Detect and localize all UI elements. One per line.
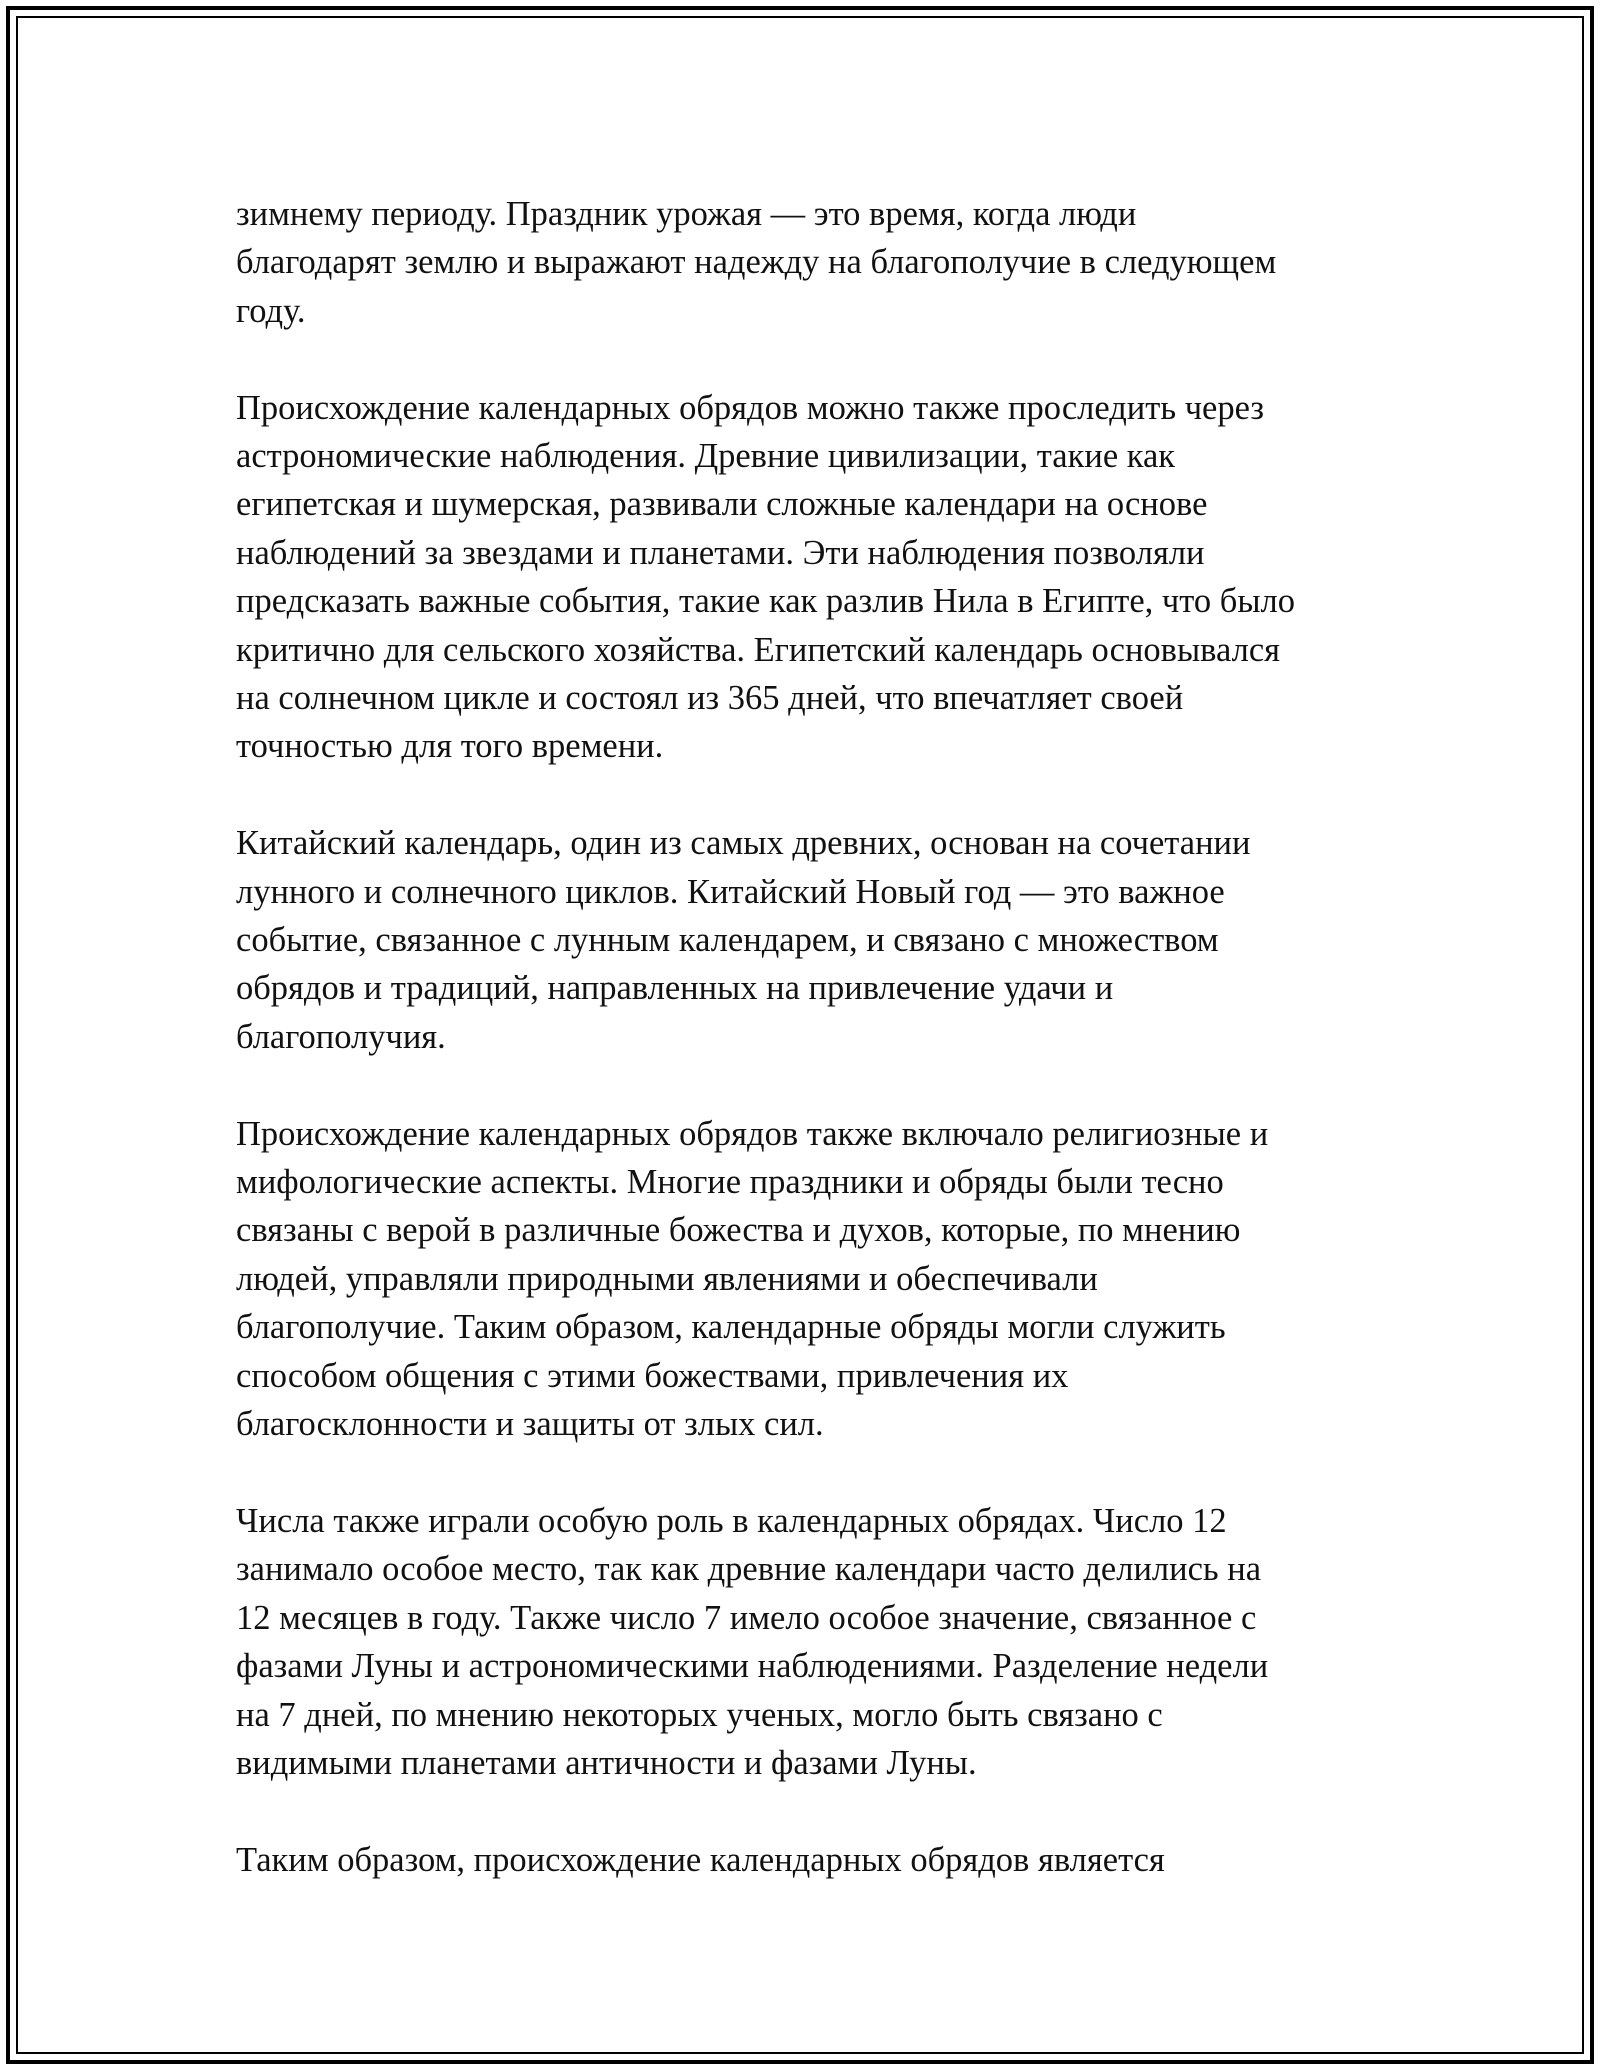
text-line: Происхождение календарных обрядов можно также проследить через (236, 388, 1264, 427)
text-line: людей, управляли природными явлениями и обеспечивали (236, 1259, 1098, 1298)
text-line: Происхождение календарных обрядов также включало религиозные и (236, 1114, 1269, 1153)
text-line: фазами Луны и астрономическими наблюдениями. Разделение недели (236, 1647, 1269, 1686)
text-line: наблюдений за звездами и планетами. Эти наблюдения позволяли (236, 533, 1205, 572)
text-line: видимыми планетами античности и фазами Луны. (236, 1743, 977, 1782)
document-body (236, 190, 1386, 1933)
text-line: точностью для того времени. (236, 727, 664, 766)
text-line: на 7 дней, по мнению некоторых ученых, могло быть связано с (236, 1695, 1163, 1734)
paragraph-harvest (236, 190, 1386, 335)
text-line: благодарят землю и выражают надежду на благополучие в следующем (236, 243, 1277, 282)
text-line: благополучие. Таким образом, календарные обряды могли служить (236, 1308, 1226, 1347)
text-line: лунного и солнечного циклов. Китайский Новый год — это важное (236, 872, 1225, 911)
text-line: занимало особое место, так как древние календари часто делились на (236, 1550, 1262, 1589)
text-line: 12 месяцев в году. Также число 7 имело особое значение, связанное с (236, 1598, 1257, 1637)
text-line: на солнечном цикле и состоял из 365 дней, что впечатляет своей (236, 679, 1184, 718)
text-line: мифологические аспекты. Многие праздники и обряды были тесно (236, 1163, 1224, 1202)
paragraph-religion (236, 1110, 1386, 1449)
text-line: событие, связанное с лунным календарем, и связано с множеством (236, 921, 1219, 960)
text-line: критично для сельского хозяйства. Египетский календарь основывался (236, 630, 1280, 669)
text-line: египетская и шумерская, развивали сложные календари на основе (236, 485, 1208, 524)
paragraph-conclusion (236, 1836, 1386, 1884)
text-line: способом общения с этими божествами, привлечения их (236, 1356, 1069, 1395)
text-line: Таким образом, происхождение календарных обрядов является (236, 1840, 1165, 1879)
text-line: связаны с верой в различные божества и духов, которые, по мнению (236, 1211, 1241, 1250)
text-line: зимнему периоду. Праздник урожая — это время, когда люди (236, 195, 1137, 233)
text-line: году. (236, 291, 306, 330)
paragraph-astronomy (236, 384, 1386, 771)
text-line: благополучия. (236, 1017, 446, 1056)
text-line: предсказать важные события, такие как разлив Нила в Египте, что было (236, 582, 1295, 621)
text-line: астрономические наблюдения. Древние цивилизации, такие как (236, 437, 1176, 476)
text-line: Числа также играли особую роль в календарных обрядах. Число 12 (236, 1501, 1227, 1540)
paragraph-chinese-calendar (236, 819, 1386, 1061)
text-line: обрядов и традиций, направленных на привлечение удачи и (236, 969, 1114, 1008)
text-line: Китайский календарь, один из самых древних, основан на сочетании (236, 824, 1251, 863)
paragraph-numbers (236, 1497, 1386, 1787)
text-line: благосклонности и защиты от злых сил. (236, 1405, 824, 1444)
